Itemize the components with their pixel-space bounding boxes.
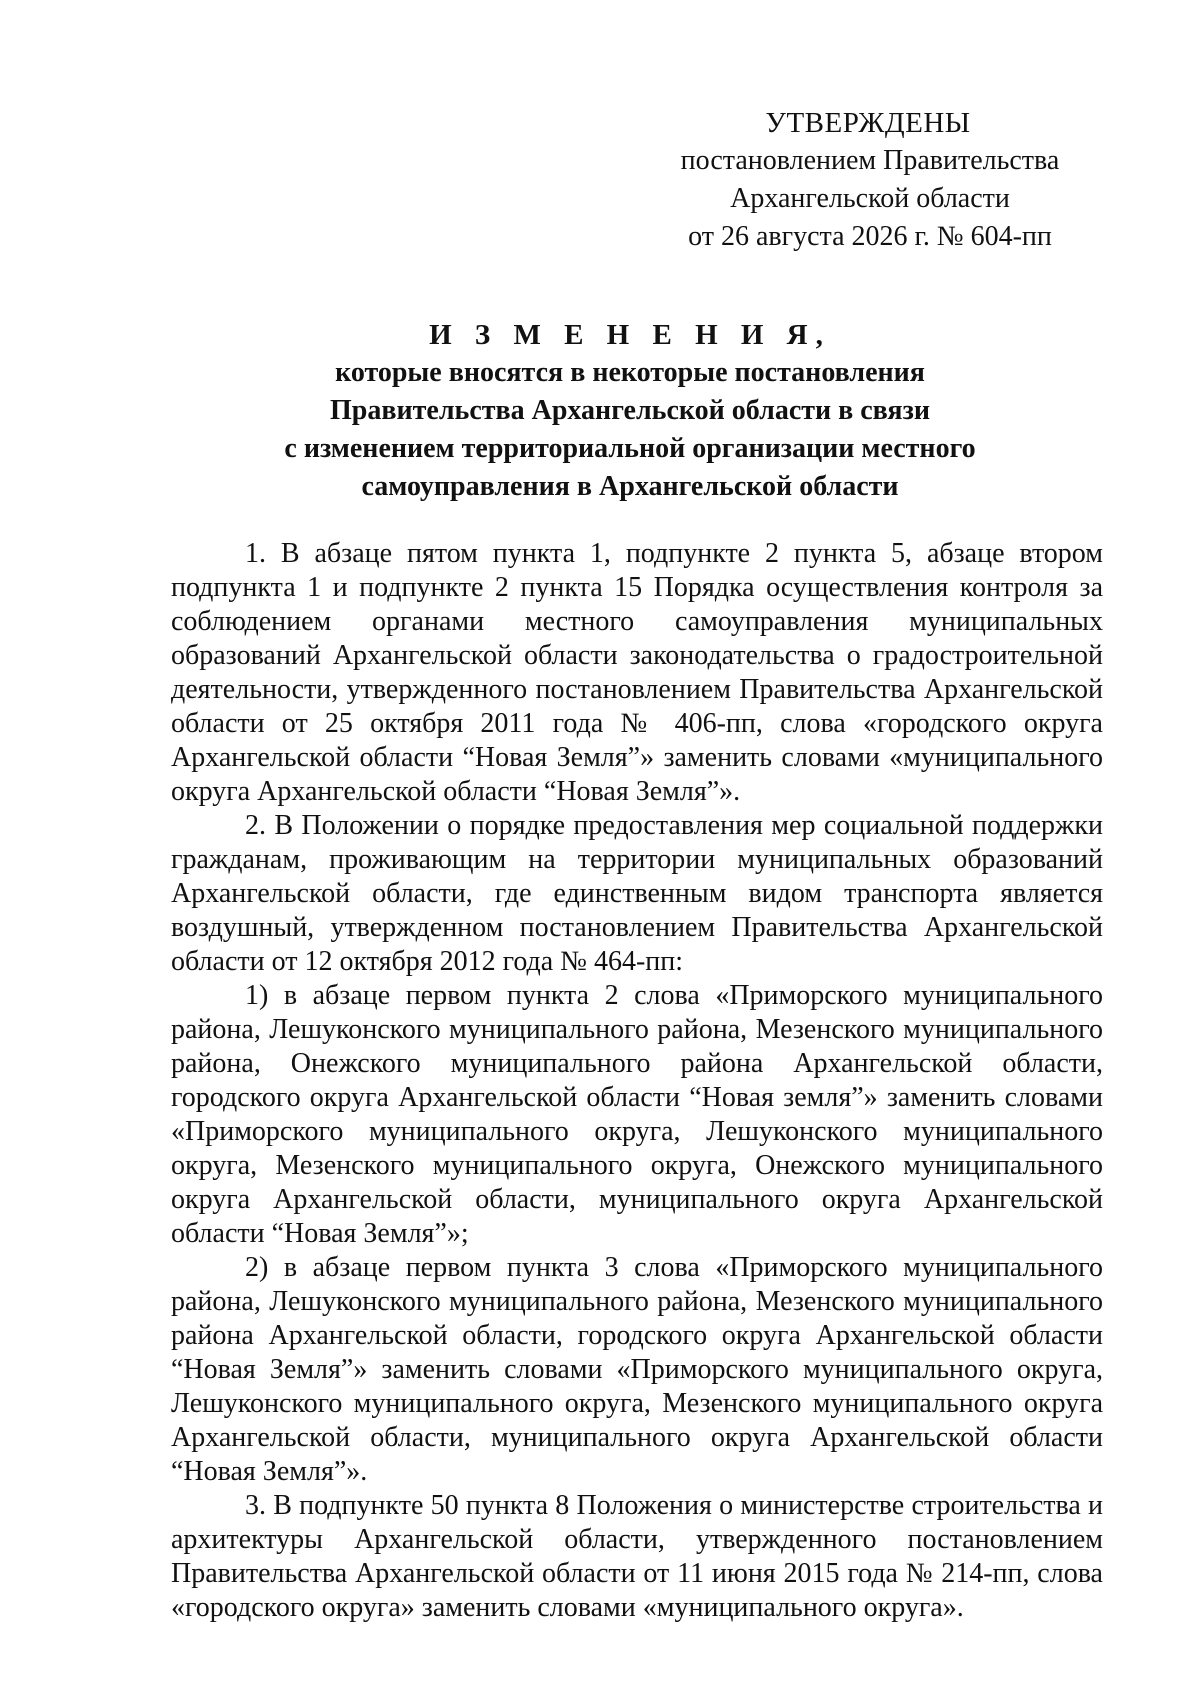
heading-line-4: самоуправления в Архангельской области (361, 471, 899, 502)
approval-line-1: постановлением Правительства (680, 145, 1060, 176)
document-body (171, 537, 1103, 1625)
approval-date-line: от 26 августа 2026 г. № 604-пп (688, 221, 1052, 252)
heading-line-1: которые вносятся в некоторые постановления (335, 357, 925, 388)
heading-line-3: с изменением территориальной организации местного (284, 433, 976, 464)
heading-title: И З М Е Н Е Н И Я, (429, 319, 831, 351)
approval-line-2: Архангельской области (730, 183, 1010, 214)
paragraph-2: 2. В Положении о порядке предоставления мер социальной поддержки гражданам, проживающим на территории муниципальных образований Архангельской области, где единственным видом транспорта является воздушный, утвержденном постановлением Правительства Архангельской области от 12 октября 2012 года № 464-пп: (171, 810, 1103, 977)
paragraph-2-subitem-2: 2) в абзаце первом пункта 3 слова «Приморского муниципального района, Лешуконского муниципального района, Мезенского муниципального района Архангельской области, городского округа Архангельской области “Новая Земля”» заменить словами «Приморского муниципального округа, Лешуконского муниципального округа, Мезенского муниципального округа Архангельской области, муниципального округа Архангельской области “Новая Земля”». (171, 1252, 1103, 1487)
paragraph-3: 3. В подпункте 50 пункта 8 Положения о министерстве строительства и архитектуры Архангельской области, утвержденного постановлением Правительства Архангельской области от 11 июня 2015 года № 214-пп, слова «городского округа» заменить словами «муниципального округа». (171, 1490, 1103, 1623)
approval-title: УТВЕРЖДЕНЫ (765, 107, 971, 139)
document-heading (170, 316, 1090, 506)
heading-line-2: Правительства Архангельской области в связи (330, 395, 930, 426)
paragraph-1: 1. В абзаце пятом пункта 1, подпункте 2 пункта 5, абзаце втором подпункта 1 и подпункте 2 пункта 15 Порядка осуществления контроля за соблюдением органами местного самоуправления муниципальных образований Архангельской области законодательства о градостроительной деятельности, утвержденного постановлением Правительства Архангельской области от 25 октября 2011 года № 406-пп, слова «городского округа Архангельской области “Новая Земля”» заменить словами «муниципального округа Архангельской области “Новая Земля”». (171, 538, 1103, 807)
approval-block (660, 104, 1080, 256)
paragraph-2-subitem-1: 1) в абзаце первом пункта 2 слова «Приморского муниципального района, Лешуконского муниципального района, Мезенского муниципального района, Онежского муниципального района Архангельской области, городского округа Архангельской области “Новая земля”» заменить словами «Приморского муниципального округа, Лешуконского муниципального округа, Мезенского муниципального округа, Онежского муниципального округа Архангельской области, муниципального округа Архангельской области “Новая Земля”»; (171, 980, 1103, 1249)
